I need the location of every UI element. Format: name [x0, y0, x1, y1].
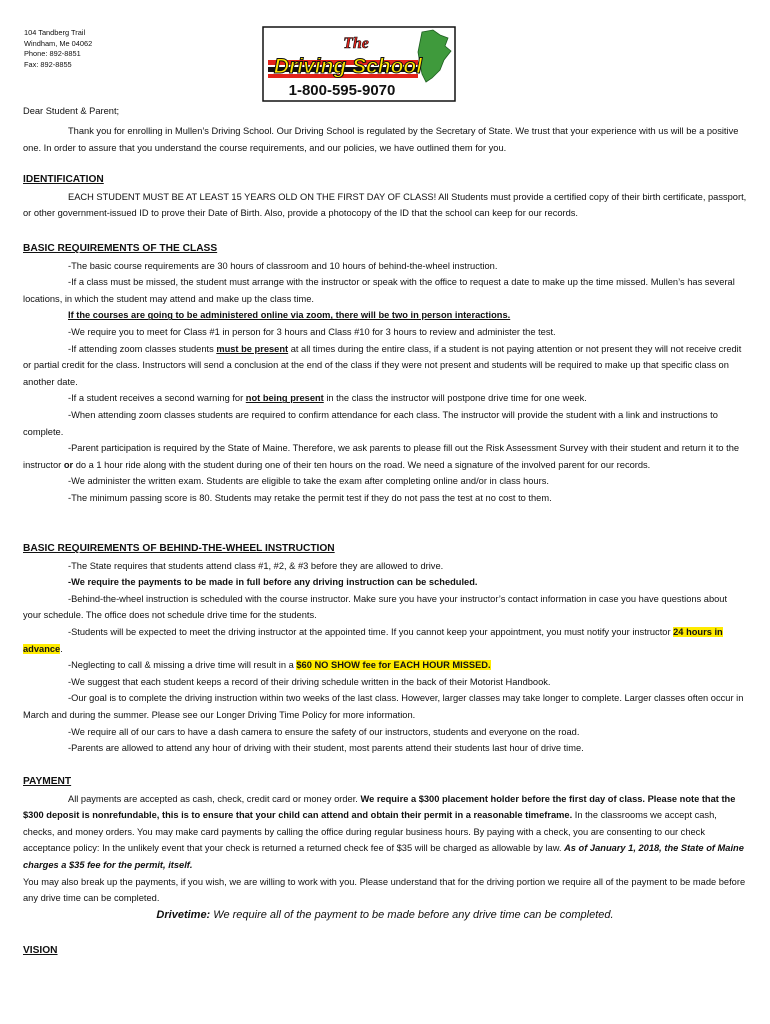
payment-text-1: All payments are accepted as cash, check, credit card or money order. We require a $300 placement holder before the first day of class. Please note that the $300 deposit is nonrefundable, this is to ensure that your child can attend and obtain their permit in a reasonable timeframe. In the classrooms we accept cash, checks, and money orders. You may make card payments by calling the office during regular business hours. By paying with a check, you are consenting to our check acceptance policy: In the unlikely event that your check is returned a returned check fee of $35 will be charged as allowable by law. As of January 1, 2018, the State of Maine charges a $35 fee for the permit, itself. — [23, 793, 744, 870]
logo-name: Driving School — [273, 55, 423, 78]
btw-req-5: -Neglecting to call & missing a drive time will result in a $60 NO SHOW fee for EACH HOUR MISSED. — [68, 660, 491, 671]
class-req-4: -We require you to meet for Class #1 in person for 3 hours and Class #10 for 3 hours to review and administer the test. — [68, 326, 556, 337]
payment-text-2: You may also break up the payments, if you wish, we are willing to work with you. Please understand that for the driving portion we require all of the payment to be made before any drive time can be completed. — [23, 876, 746, 904]
btw-heading: BASIC REQUIREMENTS OF BEHIND-THE-WHEEL INSTRUCTION — [23, 543, 335, 554]
address-city: Windham, Me 04062 — [24, 38, 93, 48]
class-req-1: -The basic course requirements are 30 hours of classroom and 10 hours of behind-the-wheel instruction. — [68, 260, 498, 271]
btw-req-8: -We require all of our cars to have a dash camera to ensure the safety of our instructors, students and everyone on the road. — [68, 726, 580, 737]
vision-heading: VISION — [23, 945, 58, 956]
btw-section — [23, 541, 747, 757]
logo-phone: 1-800-595-9070 — [288, 82, 396, 99]
class-req-10: -The minimum passing score is 80. Students may retake the permit test if they do not pass the test at no cost to them. — [68, 492, 552, 503]
class-req-9: -We administer the written exam. Students are eligible to take the exam after completing online and/or in class hours. — [68, 476, 549, 487]
class-req-8: -Parent participation is required by the State of Maine. Therefore, we ask parents to please fill out the Risk Assessment Survey with their student and return it to the instructor or do a 1 hour ride along with the student during one of their ten hours on the road. We need a signature of the involved parent for our records. — [23, 443, 740, 470]
class-requirements-section — [23, 241, 747, 507]
address-phone: Phone: 892-8851 — [24, 49, 81, 59]
intro-paragraph: Thank you for enrolling in Mullen’s Driving School. Our Driving School is regulated by the Secretary of State. We trust that your experience with us will be a positive one. In order to assure that you understand the course requirements, and our policies, we have outlined them for you. — [23, 126, 739, 153]
address-fax: Fax: 892-8855 — [24, 59, 72, 69]
school-address — [24, 28, 92, 70]
identification-section — [23, 172, 747, 222]
payment-heading: PAYMENT — [23, 776, 72, 787]
greeting: Dear Student & Parent; — [23, 106, 120, 116]
class-req-7: -When attending zoom classes students are required to confirm attendance for each class. The instructor will provide the student with a link and instructions to complete. — [23, 409, 718, 437]
drivetime-note: Drivetime: We require all of the payment to be made before any drive time can be completed. — [156, 909, 614, 921]
payment-section — [23, 774, 747, 907]
logo-the: The — [343, 35, 369, 52]
btw-req-2: -We require the payments to be made in full before any driving instruction can be scheduled. — [68, 577, 478, 588]
identification-text: EACH STUDENT MUST BE AT LEAST 15 YEARS OLD ON THE FIRST DAY OF CLASS! All Students must provide a certified copy of their birth certificate, passport, or other government-issued ID to prove their Date of Birth. Also, provide a photocopy of the ID that the school can keep for our records. — [23, 191, 747, 219]
btw-req-7: -Our goal is to complete the driving instruction within two weeks of the last class. However, larger classes may take longer to complete. Larger classes often occur in March and during the summer. Please see our Longer Driving Time Policy for more information. — [23, 693, 744, 720]
vision-section — [23, 943, 747, 960]
class-req-zoom-note: If the courses are going to be administered online via zoom, there will be two in person interactions. — [68, 310, 511, 321]
class-requirements-heading: BASIC REQUIREMENTS OF THE CLASS — [23, 243, 218, 254]
class-req-6: -If a student receives a second warning for not being present in the class the instructor will postpone drive time for one week. — [68, 393, 587, 404]
btw-req-1: -The State requires that students attend class #1, #2, & #3 before they are allowed to drive. — [68, 560, 444, 571]
class-req-5: -If attending zoom classes students must be present at all times during the entire class, if a student is not paying attention or not present they will not receive credit or partial credit for the class. Instructors will send a conclusion at the end of the class if they were not present and students will be required to make up that specific class on another date. — [23, 343, 742, 387]
btw-req-9: -Parents are allowed to attend any hour of driving with their student, most parents attend their students last hour of drive time. — [68, 743, 584, 754]
driving-school-logo — [262, 26, 456, 102]
btw-req-3: -Behind-the-wheel instruction is scheduled with the course instructor. Make sure you have your instructor’s contact information in case you have questions about your schedule. The office does not schedule drive time for the students. — [23, 593, 728, 621]
btw-req-6: -We suggest that each student keeps a record of their driving schedule written in the back of their Motorist Handbook. — [68, 676, 551, 687]
identification-heading: IDENTIFICATION — [23, 174, 104, 185]
class-req-2: -If a class must be missed, the student must arrange with the instructor or speak with the office to request a date to make up the time missed. Mullen’s has several locations, in which the student may attend and make up the class time. — [23, 277, 735, 304]
address-street: 104 Tandberg Trail — [24, 28, 86, 37]
btw-req-4: -Students will be expected to meet the driving instructor at the appointed time. If you cannot keep your appointment, you must notify your instructor 24 hours in advance. — [23, 626, 723, 654]
